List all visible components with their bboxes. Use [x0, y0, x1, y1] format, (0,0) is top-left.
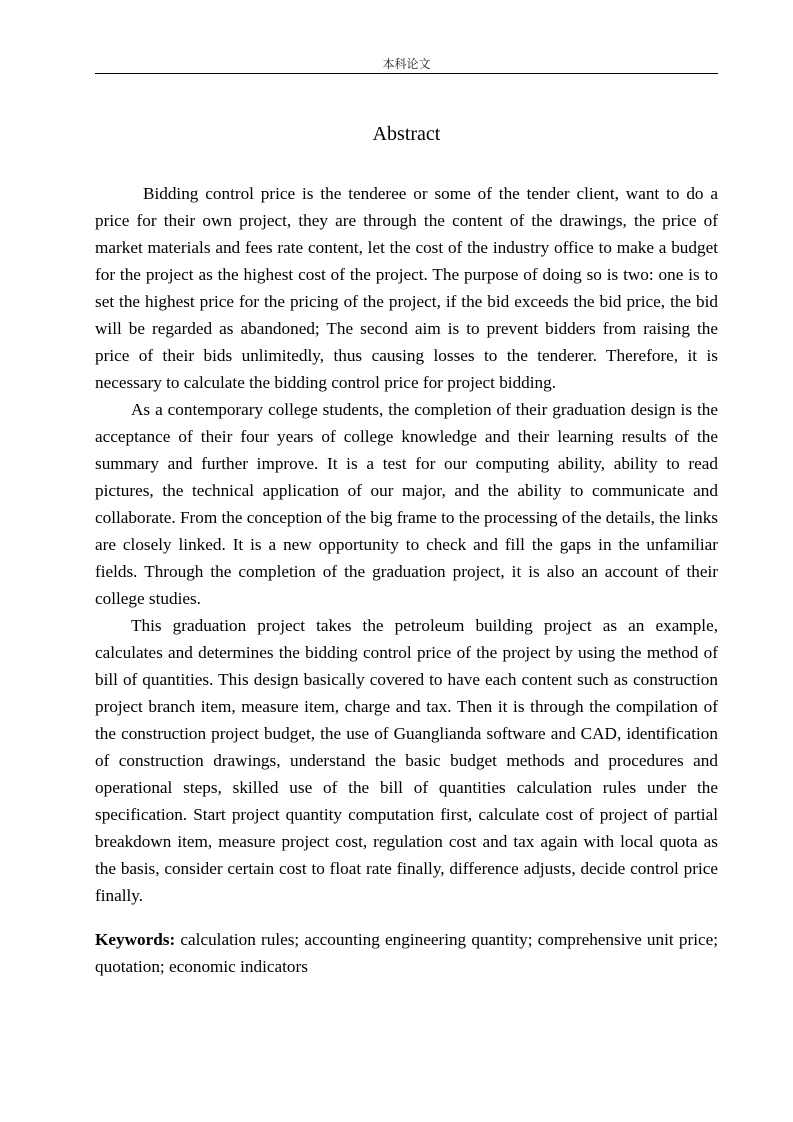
keywords-line — [95, 926, 718, 980]
running-header: 本科论文 — [382, 57, 431, 71]
header-rule — [95, 73, 718, 74]
abstract-paragraph-3: This graduation project takes the petroleum building project as an example, calculates and determines the bidding control price of the project by using the method of bill of quantities. This design basically covered to have each content such as construction project branch item, measure item, charge and tax. Then it is through the compilation of the construction project budget, the use of Guanglianda software and CAD, identification of construction drawings, understand the basic budget methods and procedures and operational steps, skilled use of the bill of quantities calculation rules under the specification. Start project quantity computation first, calculate cost of project of partial breakdown item, measure project cost, regulation cost and tax again with local quota as the basis, consider certain cost to float rate finally, difference adjusts, decide control price finally. — [95, 616, 718, 905]
abstract-paragraph-2: As a contemporary college students, the completion of their graduation design is the acceptance of their four years of college knowledge and their learning results of the summary and further improve. It is a test for our computing ability, ability to read pictures, the technical application of our major, and the ability to communicate and collaborate. From the conception of the big frame to the processing of the details, the links are closely linked. It is a new opportunity to check and fill the gaps in the unfamiliar fields. Through the completion of the graduation project, it is also an account of their college studies. — [95, 400, 718, 608]
keywords-text: calculation rules; accounting engineering quantity; comprehensive unit price; quotation; economic indicators — [95, 930, 718, 976]
abstract-body — [95, 180, 718, 980]
abstract-paragraph-1: Bidding control price is the tenderee or some of the tender client, want to do a price for their own project, they are through the content of the drawings, the price of market materials and fees rate content, let the cost of the industry office to make a budget for the project as the highest cost of the project. The purpose of doing so is two: one is to set the highest price for the pricing of the project, if the bid exceeds the bid price, the bid will be regarded as abandoned; The second aim is to prevent bidders from raising the price of their bids unlimitedly, thus causing losses to the tenderer. Therefore, it is necessary to calculate the bidding control price for project bidding. — [95, 184, 718, 392]
abstract-title: Abstract — [372, 123, 441, 145]
keywords-label: Keywords: — [95, 930, 176, 949]
